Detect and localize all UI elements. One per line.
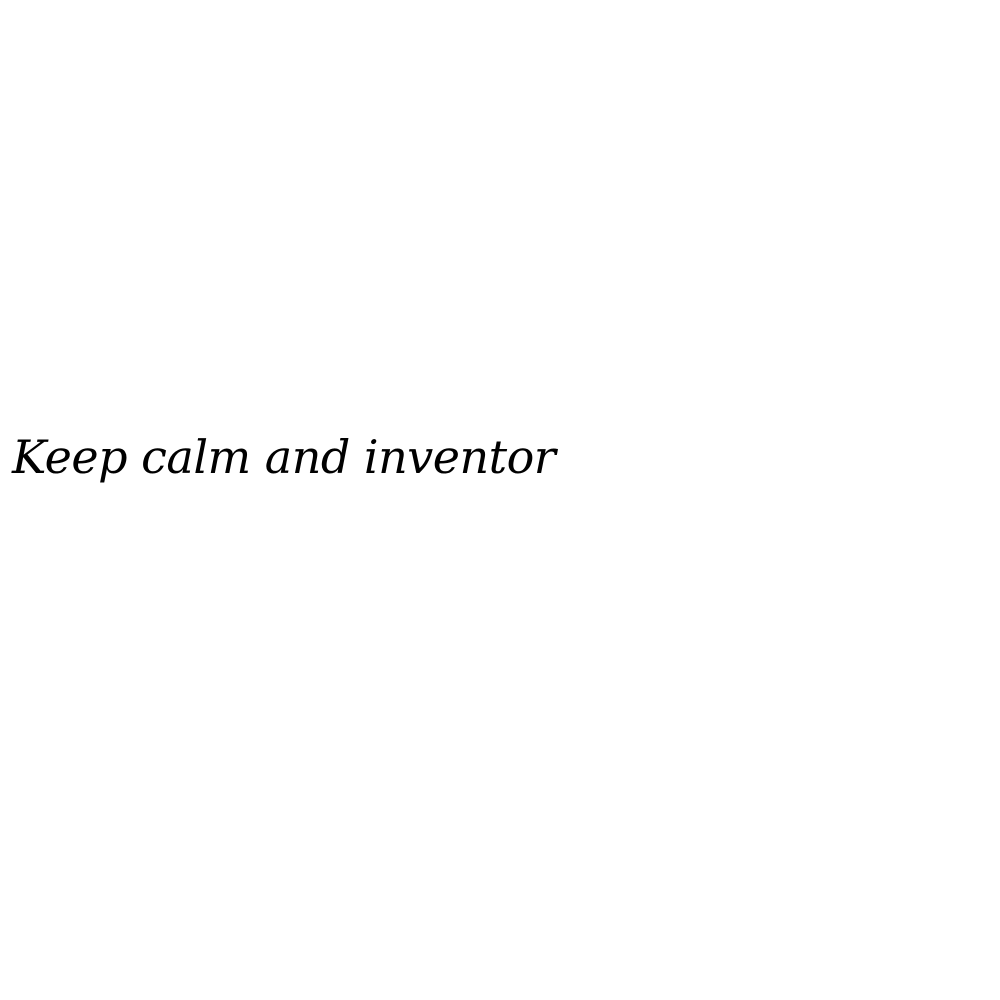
slogan-text: Keep calm and inventor (12, 430, 556, 484)
